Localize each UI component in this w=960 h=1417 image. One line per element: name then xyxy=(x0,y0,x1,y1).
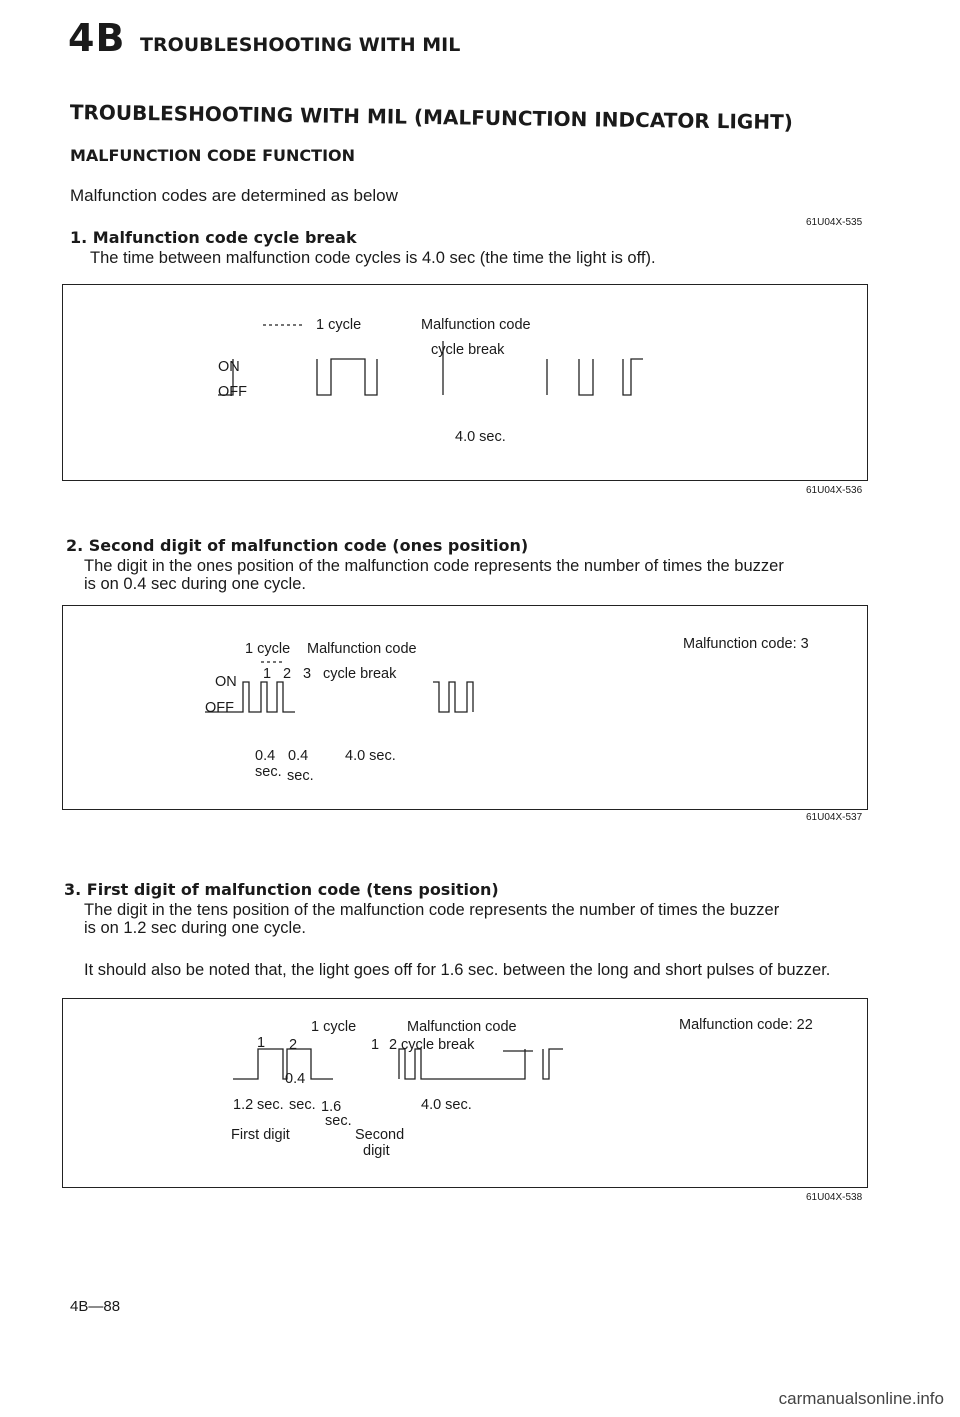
second-label: Second xyxy=(355,1127,405,1143)
code-value-label: Malfunction code: 3 xyxy=(683,636,809,652)
sec-c: sec. xyxy=(325,1113,352,1129)
time-1-2: 1.2 xyxy=(233,1097,254,1113)
item-2-text-line-1: The digit in the ones position of the malfunction code represents the number of times the buzzer xyxy=(84,557,784,575)
item-1-heading: 1. Malfunction code cycle break xyxy=(70,228,357,247)
sec-a: sec. xyxy=(257,1097,284,1113)
break-label: cycle break xyxy=(401,1037,475,1053)
figure-ref: 61U04X-536 xyxy=(806,485,863,496)
time-1-6: 1.6 xyxy=(321,1099,342,1115)
item-3-text-line-2: is on 1.2 sec during one cycle. xyxy=(84,919,306,937)
digit-label: digit xyxy=(363,1143,390,1159)
code-label: Malfunction code xyxy=(407,1019,517,1035)
time-1: 0.4 xyxy=(255,748,276,764)
cycle-label: 1 cycle xyxy=(316,317,362,333)
watermark: carmanualsonline.info xyxy=(778,1389,944,1408)
duration-label: 4.0 sec. xyxy=(455,429,506,445)
tens-count-2: 2 xyxy=(289,1037,298,1053)
count-3: 3 xyxy=(303,666,312,682)
time-0-4: 0.4 xyxy=(285,1071,306,1087)
item-3-text-line-1: The digit in the tens position of the malfunction code represents the number of times the buzzer xyxy=(84,901,780,919)
on-label: ON xyxy=(215,674,237,690)
sec-b: sec. xyxy=(289,1097,316,1113)
diagram-tens-digit xyxy=(62,998,868,1188)
page-title: TROUBLESHOOTING WITH MIL (MALFUNCTION INDCATOR LIGHT) xyxy=(69,100,794,135)
item-2-text-line-2: is on 0.4 sec during one cycle. xyxy=(84,575,306,593)
intro-text: Malfunction codes are determined as below xyxy=(70,186,398,205)
time-2: 0.4 xyxy=(288,748,309,764)
duration-label: 4.0 sec. xyxy=(345,748,396,764)
cycle-break-waveform xyxy=(63,285,869,482)
page-number: 4B—88 xyxy=(70,1298,121,1315)
off-label: OFF xyxy=(218,384,247,400)
cycle-label: 1 cycle xyxy=(245,641,291,657)
duration-label: 4.0 sec. xyxy=(421,1097,472,1113)
diagram-cycle-break xyxy=(62,284,868,481)
code-label: Malfunction code xyxy=(421,317,531,333)
figure-ref: 61U04X-537 xyxy=(806,812,863,823)
break-label: cycle break xyxy=(323,666,397,682)
diagram-ones-digit xyxy=(62,605,868,810)
count-1: 1 xyxy=(263,666,272,682)
code-value-label: Malfunction code: 22 xyxy=(679,1017,813,1033)
cycle-label: 1 cycle xyxy=(311,1019,357,1035)
item-1-text: The time between malfunction code cycles is 4.0 sec (the time the light is off). xyxy=(90,249,656,267)
ones-count-2: 2 xyxy=(389,1037,398,1053)
on-label: ON xyxy=(218,359,240,375)
figure-ref: 61U04X-535 xyxy=(806,217,863,228)
off-label: OFF xyxy=(205,700,234,716)
count-2: 2 xyxy=(283,666,292,682)
item-3-heading: 3. First digit of malfunction code (tens position) xyxy=(64,880,499,899)
sec-1: sec. xyxy=(255,764,282,780)
item-3-note: It should also be noted that, the light goes off for 1.6 sec. between the long and short pulses of buzzer. xyxy=(84,961,831,979)
subheading: MALFUNCTION CODE FUNCTION xyxy=(70,146,356,165)
first-digit-label: First digit xyxy=(231,1127,290,1143)
tens-count-1: 1 xyxy=(257,1035,266,1051)
ones-count-1: 1 xyxy=(371,1037,380,1053)
figure-ref: 61U04X-538 xyxy=(806,1192,863,1203)
section-title: TROUBLESHOOTING WITH MIL xyxy=(140,34,461,56)
break-label: cycle break xyxy=(431,342,505,358)
item-2-heading: 2. Second digit of malfunction code (ones position) xyxy=(66,536,529,555)
section-number: 4B xyxy=(68,16,126,60)
code-label: Malfunction code xyxy=(307,641,417,657)
sec-2: sec. xyxy=(287,768,314,784)
